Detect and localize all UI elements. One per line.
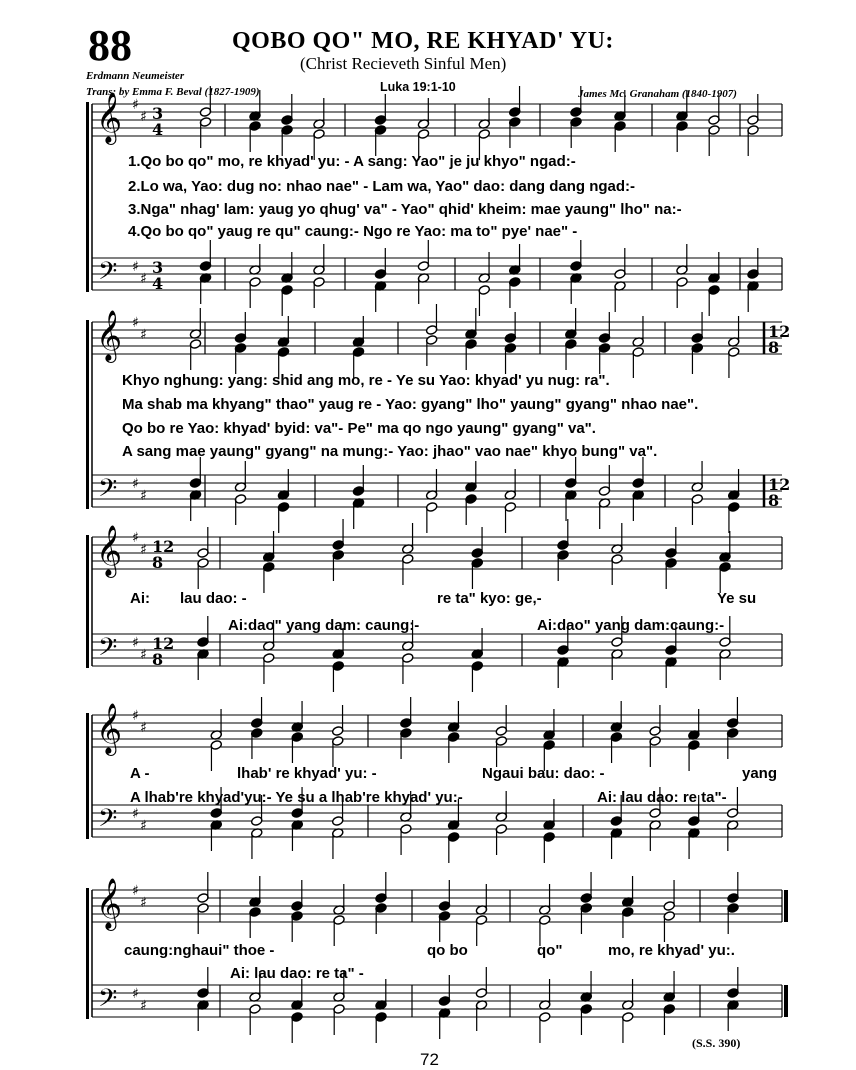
system3-soprano-lyric-2: lau dao: - <box>180 590 247 607</box>
system4-soprano-lyric-1: A - <box>130 765 150 782</box>
time-signature-top: 12 <box>152 537 175 556</box>
system2-verse4: A sang mae yaung" gyang" na mung:- Yao: jhao" vao nae" khyo bung" va". <box>122 443 658 460</box>
sharp-icon: ♯ <box>140 998 147 1014</box>
system3-soprano-lyric-4: Ye su <box>717 590 757 607</box>
bass-clef-icon: 𝄢 <box>98 257 118 292</box>
system5-soprano-lyric-3: qo" <box>537 942 563 959</box>
sharp-icon: ♯ <box>132 530 139 546</box>
sharp-icon: ♯ <box>140 109 147 125</box>
time-signature-bottom: 8 <box>768 338 780 357</box>
time-signature-bottom: 4 <box>152 120 164 139</box>
bass-clef-icon: 𝄢 <box>98 474 118 509</box>
sharp-icon: ♯ <box>132 476 139 492</box>
system3-alto-lyric-2: Ai:dao" yang dam:caung:- <box>537 617 725 634</box>
translator-credit: Trans: by Emma F. Beval (1827-1909) <box>86 86 260 98</box>
composer-credit: James Mc. Granaham (1840-1907) <box>578 88 737 100</box>
sharp-icon: ♯ <box>140 488 147 504</box>
system1-verse4: 4.Qo bo qo" yaug re qu" caung:- Ngo re Yao: ma to" pye' nae" - <box>128 223 578 240</box>
bass-clef-icon: 𝄢 <box>98 984 118 1019</box>
treble-clef-icon: 𝄞 <box>96 310 123 361</box>
time-signature-top: 12 <box>768 322 791 341</box>
system4-soprano-lyric-3: Ngaui bau: dao: - <box>482 765 605 782</box>
treble-clef-icon: 𝄞 <box>96 525 123 576</box>
time-signature-bottom: 8 <box>152 553 164 572</box>
system4-alto-lyric-2: Ai: lau dao: re ta"- <box>597 789 727 806</box>
sharp-icon: ♯ <box>140 647 147 663</box>
hymn-number: 88 <box>88 21 132 70</box>
hymn-subtitle: (Christ Recieveth Sinful Men) <box>300 54 507 73</box>
sharp-icon: ♯ <box>140 271 147 287</box>
sharp-icon: ♯ <box>140 542 147 558</box>
hymn-title: QOBO QO" MO, RE KHYAD' YU: <box>232 28 614 54</box>
time-signature-bottom: 4 <box>152 274 164 293</box>
system2-verse2: Ma shab ma khyang" thao" yaug re - Yao: gyang" lho" yaung" gyang" nhao nae". <box>122 396 699 413</box>
time-signature-top: 3 <box>152 258 164 277</box>
time-signature-top: 12 <box>768 475 791 494</box>
treble-clef-icon: 𝄞 <box>96 92 123 143</box>
bass-clef-icon: 𝄢 <box>98 804 118 839</box>
sharp-icon: ♯ <box>132 883 139 899</box>
system3-alto-lyric-1: Ai:dao" yang dam: caung:- <box>228 617 420 634</box>
page-number: 72 <box>420 1050 439 1069</box>
system5-soprano-lyric-4: mo, re khyad' yu:. <box>608 942 735 959</box>
system5-alto-lyric-1: Ai: lau dao: re ta" - <box>230 965 364 982</box>
system1-verse3: 3.Nga" nhag' lam: yaug yo qhug' va" - Yao" qhid' kheim: mae yaung" lho" na:- <box>128 201 682 218</box>
sharp-icon: ♯ <box>132 806 139 822</box>
time-signature-bottom: 8 <box>152 650 164 669</box>
bass-clef-icon: 𝄢 <box>98 633 118 668</box>
system2-verse3: Qo bo re Yao: khyad' byid: va"- Pe" ma qo ngo yaung" gyang" va". <box>122 420 596 437</box>
sharp-icon: ♯ <box>132 315 139 331</box>
system5-soprano-lyric-1: caung:nghaui" thoe - <box>124 942 275 959</box>
system5-soprano-lyric-2: qo bo <box>427 942 468 959</box>
sharp-icon: ♯ <box>140 895 147 911</box>
sharp-icon: ♯ <box>132 986 139 1002</box>
time-signature-bottom: 8 <box>768 491 780 510</box>
sharp-icon: ♯ <box>140 327 147 343</box>
time-signature-top: 12 <box>152 634 175 653</box>
sharp-icon: ♯ <box>132 708 139 724</box>
sharp-icon: ♯ <box>132 97 139 113</box>
scripture-reference: Luka 19:1-10 <box>380 80 456 94</box>
system4-soprano-lyric-4: yang <box>742 765 778 782</box>
time-signature-top: 3 <box>152 104 164 123</box>
sharp-icon: ♯ <box>140 720 147 736</box>
system3-soprano-lyric-3: re ta" kyo: ge,- <box>437 590 542 607</box>
system1-verse1: 1.Qo bo qo" mo, re khyad' yu: - A sang: Yao" je ju khyo" ngad:- <box>128 153 576 170</box>
sharp-icon: ♯ <box>140 818 147 834</box>
system4-alto-lyric-1: A lhab're khyad'yu:- Ye su a lhab're khyad' yu:- <box>130 789 463 806</box>
system1-verse2: 2.Lo wa, Yao: dug no: nhao nae" - Lam wa, Yao" dao: dang dang ngad:- <box>128 178 636 195</box>
author-credit: Erdmann Neumeister <box>86 70 185 82</box>
treble-clef-icon: 𝄞 <box>96 703 123 754</box>
copyright-note: (S.S. 390) <box>692 1036 741 1050</box>
system2-verse1: Khyo nghung: yang: shid ang mo, re - Ye su Yao: khyad' yu nug: ra". <box>122 372 610 389</box>
sharp-icon: ♯ <box>132 635 139 651</box>
system4-soprano-lyric-2: lhab' re khyad' yu: - <box>237 765 377 782</box>
treble-clef-icon: 𝄞 <box>96 878 123 929</box>
sharp-icon: ♯ <box>132 259 139 275</box>
system3-soprano-lyric-1: Ai: <box>130 590 150 607</box>
